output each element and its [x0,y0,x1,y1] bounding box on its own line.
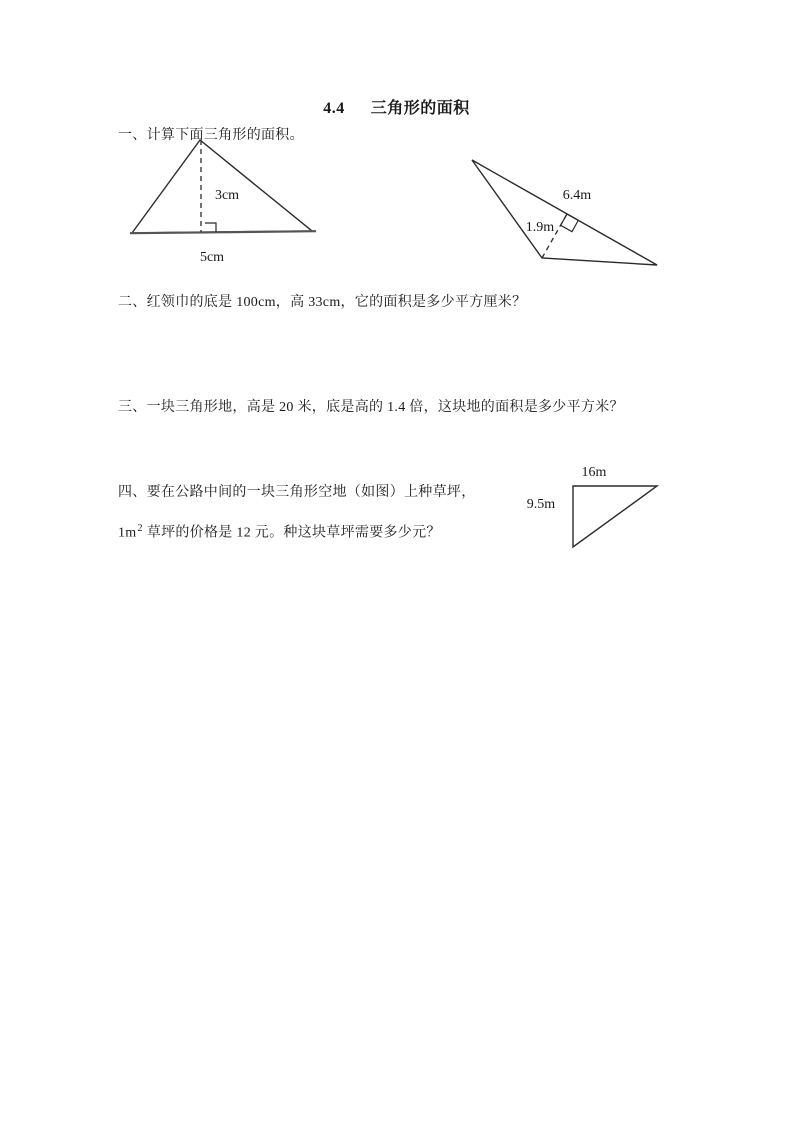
question-4-line1: 四、要在公路中间的一块三角形空地（如图）上种草坪， [118,485,476,500]
question-2-text: 二、红领巾的底是 100cm，高 33cm，它的面积是多少平方厘米？ [118,295,527,310]
triangle-outline [573,486,657,547]
q1-left-triangle-svg [110,133,340,273]
top-side-label: 16m [581,465,607,480]
q1-right-triangle-figure [450,147,675,282]
side-label: 6.4m [562,188,592,203]
section-number: 4.4 [323,100,345,117]
page-title [0,95,793,118]
height-label: 1.9m [525,220,555,235]
right-angle-mark [561,214,579,232]
question-4-line2 [118,520,441,543]
right-angle-mark [205,223,216,232]
question-1-label: 一、计算下面三角形的面积。 [118,128,304,143]
question-3-text: 三、一块三角形地，高是 20 米，底是高的 1.4 倍，这块地的面积是多少平方米？ [118,400,624,415]
triangle-base-line [130,231,316,233]
q1-right-triangle-svg [450,147,675,277]
section-title-text: 三角形的面积 [370,100,470,117]
height-label: 3cm [214,188,240,203]
q4-triangle-svg [515,458,675,558]
left-side-label: 9.5m [526,497,556,512]
triangle-outline [132,140,312,233]
base-label: 5cm [199,250,225,265]
q4-triangle-figure [515,458,675,563]
unit-prefix: 1m [118,525,137,541]
question-4-line2-rest: 草坪的价格是 12 元。种这块草坪需要多少元？ [146,525,441,541]
triangle-outline [472,160,657,265]
unit-superscript: 2 [137,523,143,534]
q1-left-triangle-figure [110,133,340,278]
